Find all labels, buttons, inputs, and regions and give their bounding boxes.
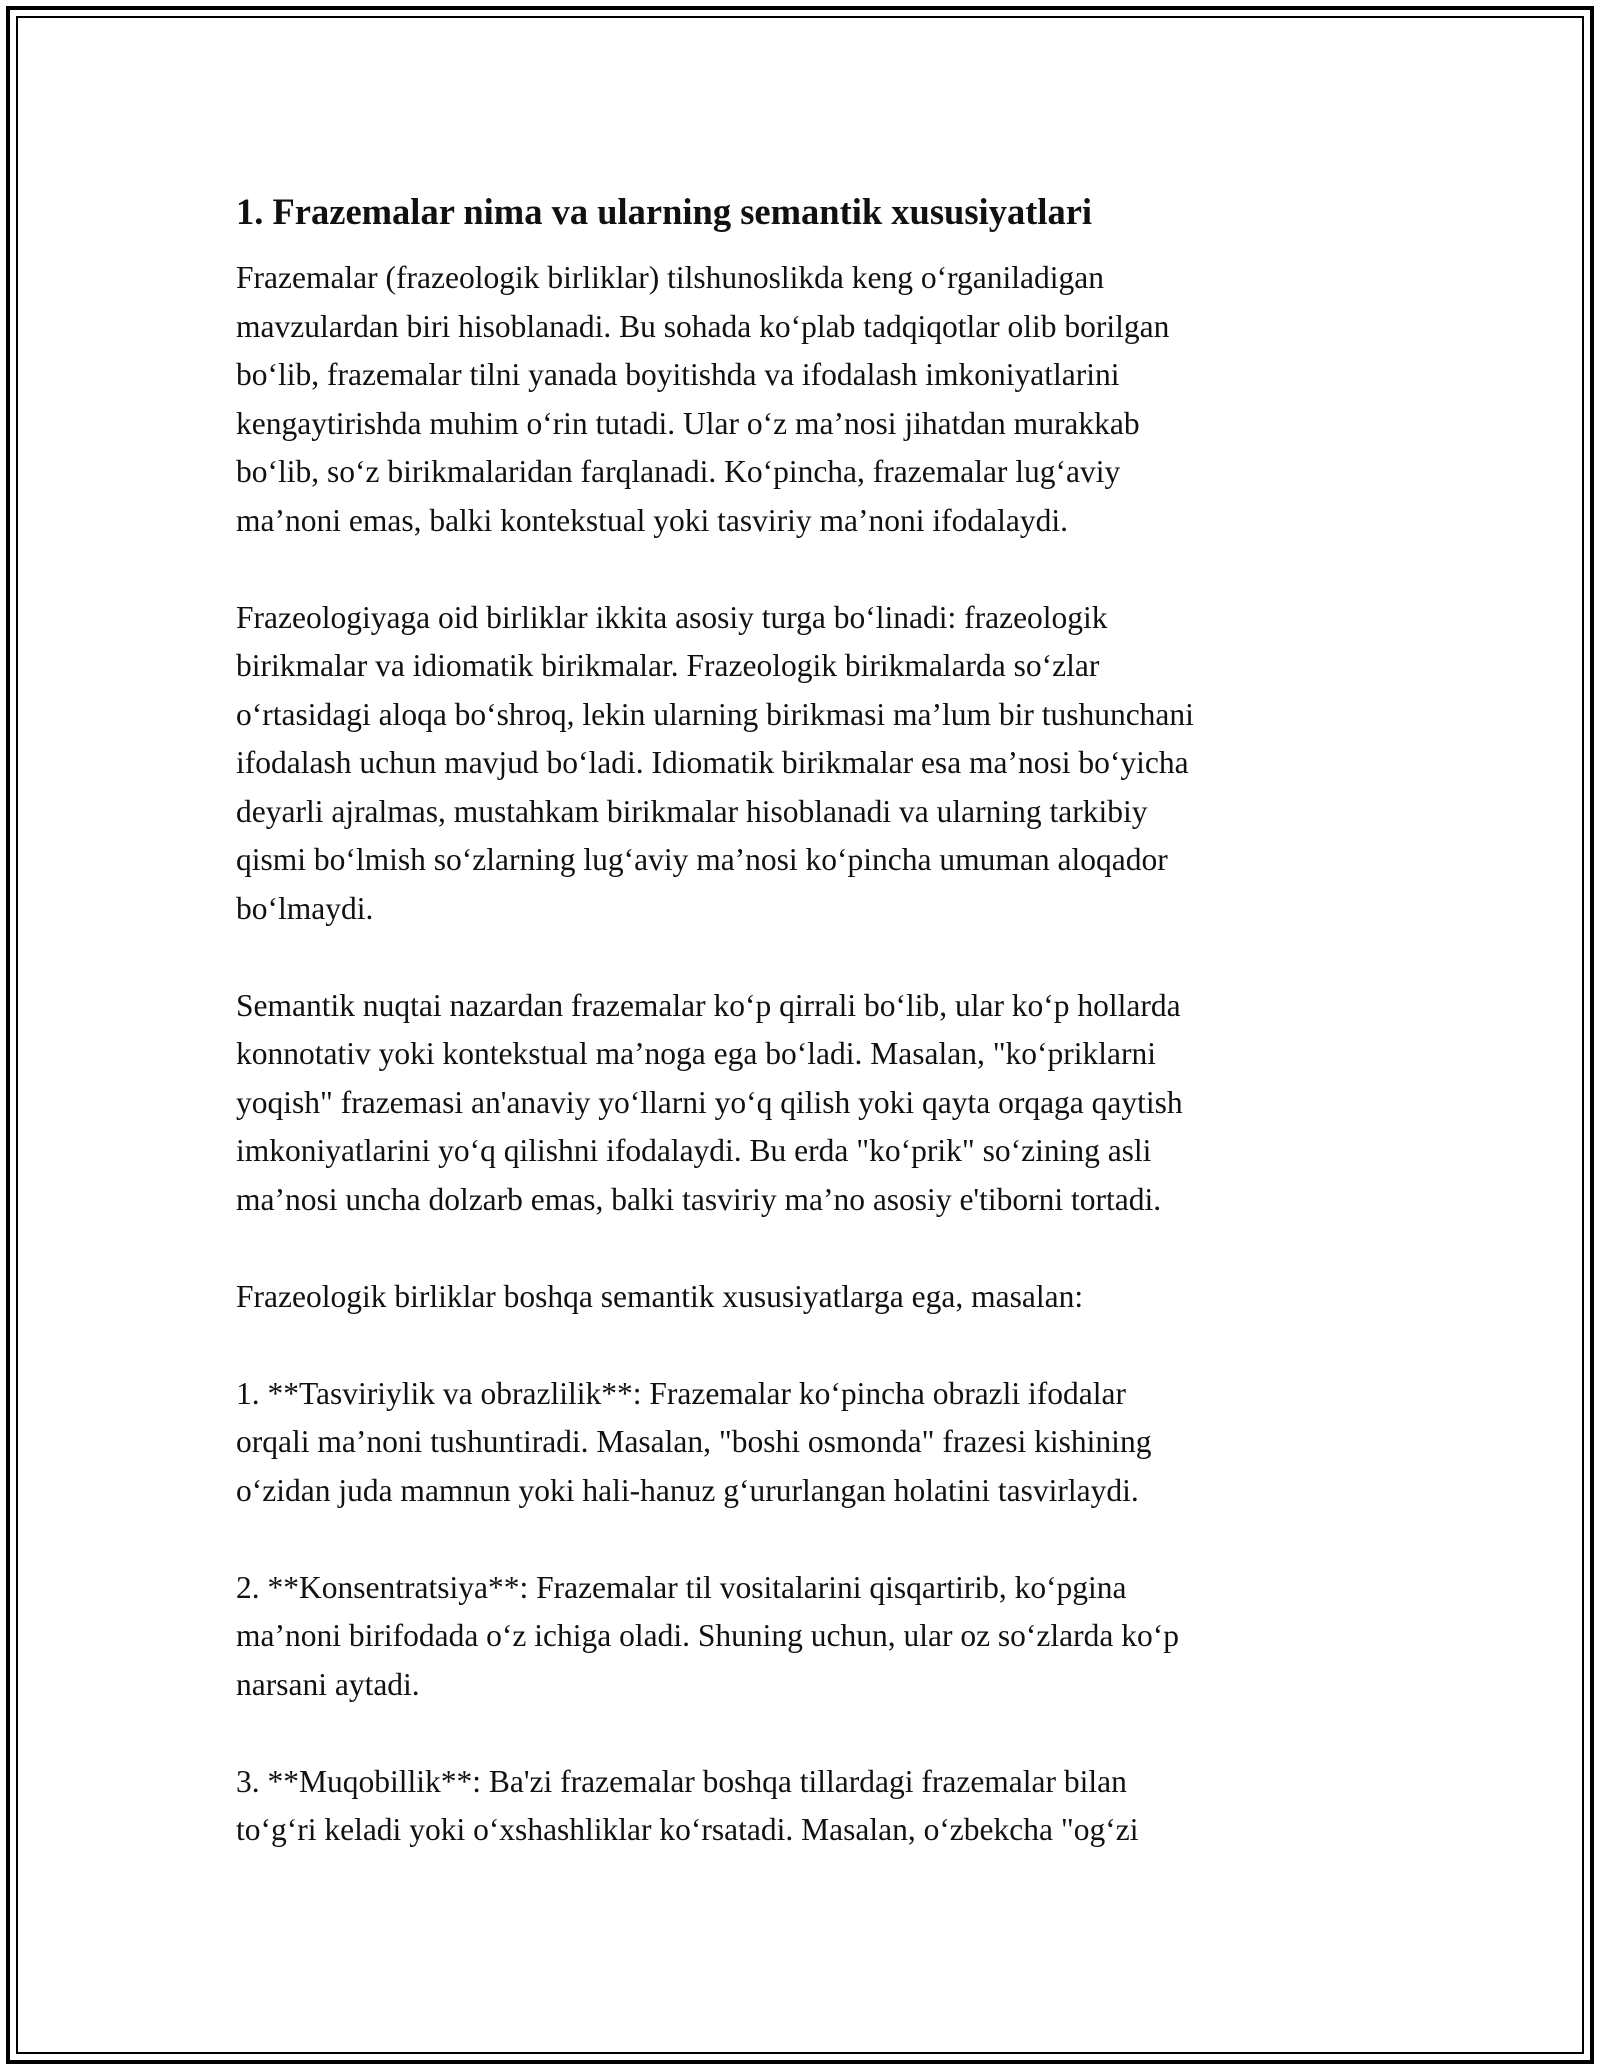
- list-item-1: 1. **Tasviriylik va obrazlilik**: Frazemalar ko‘pincha obrazli ifodalar orqali ma’noni tushuntiradi. Masalan, "boshi osmonda" frazesi kishining o‘zidan juda mamnun yoki hali-hanuz g‘ururlangan holatini tasvirlaydi.: [236, 1375, 1152, 1508]
- paragraph-semantic: Semantik nuqtai nazardan frazemalar ko‘p qirrali bo‘lib, ular ko‘p hollarda konnotativ yoki kontekstual ma’noga ega bo‘ladi. Masalan, "ko‘priklarni yoqish" frazemasi an'anaviy yo‘llarni yo‘q qilish yoki qayta orqaga qaytish imkoniyatlarini yo‘q qilishni ifodalaydi. Bu erda "ko‘prik" so‘zining asli ma’nosi uncha dolzarb emas, balki tasviriy ma’no asosiy e'tiborni tortadi.: [236, 987, 1183, 1217]
- section-heading: 1. Frazemalar nima va ularning semantik xususiyatlari: [236, 191, 1093, 232]
- document-body: [236, 188, 1366, 1855]
- paragraph-list-intro: Frazeologik birliklar boshqa semantik xususiyatlarga ega, masalan:: [236, 1278, 1084, 1314]
- list-item-2: 2. **Konsentratsiya**: Frazemalar til vositalarini qisqartirib, ko‘pgina ma’noni birifodada o‘z ichiga oladi. Shuning uchun, ular oz so‘zlarda ko‘p narsani aytadi.: [236, 1569, 1179, 1702]
- paragraph-intro: Frazemalar (frazeologik birliklar) tilshunoslikda keng o‘rganiladigan mavzulardan biri hisoblanadi. Bu sohada ko‘plab tadqiqotlar olib borilgan bo‘lib, frazemalar tilni yanada boyitishda va ifodalash imkoniyatlarini kengaytirishda muhim o‘rin tutadi. Ular o‘z ma’nosi jihatdan murakkab bo‘lib, so‘z birikmalaridan farqlanadi. Ko‘pincha, frazemalar lug‘aviy ma’noni emas, balki kontekstual yoki tasviriy ma’noni ifodalaydi.: [236, 260, 1170, 538]
- paragraph-types: Frazeologiyaga oid birliklar ikkita asosiy turga bo‘linadi: frazeologik birikmalar va idiomatik birikmalar. Frazeologik birikmalarda so‘zlar o‘rtasidagi aloqa bo‘shroq, lekin ularning birikmasi ma’lum bir tushunchani ifodalash uchun mavjud bo‘ladi. Idiomatik birikmalar esa ma’nosi bo‘yicha deyarli ajralmas, mustahkam birikmalar hisoblanadi va ularning tarkibiy qismi bo‘lmish so‘zlarning lug‘aviy ma’nosi ko‘pincha umuman aloqador bo‘lmaydi.: [236, 599, 1194, 926]
- list-item-3: 3. **Muqobillik**: Ba'zi frazemalar boshqa tillardagi frazemalar bilan to‘g‘ri keladi yoki o‘xshashliklar ko‘rsatadi. Masalan, o‘zbekcha "og‘zi: [236, 1763, 1139, 1847]
